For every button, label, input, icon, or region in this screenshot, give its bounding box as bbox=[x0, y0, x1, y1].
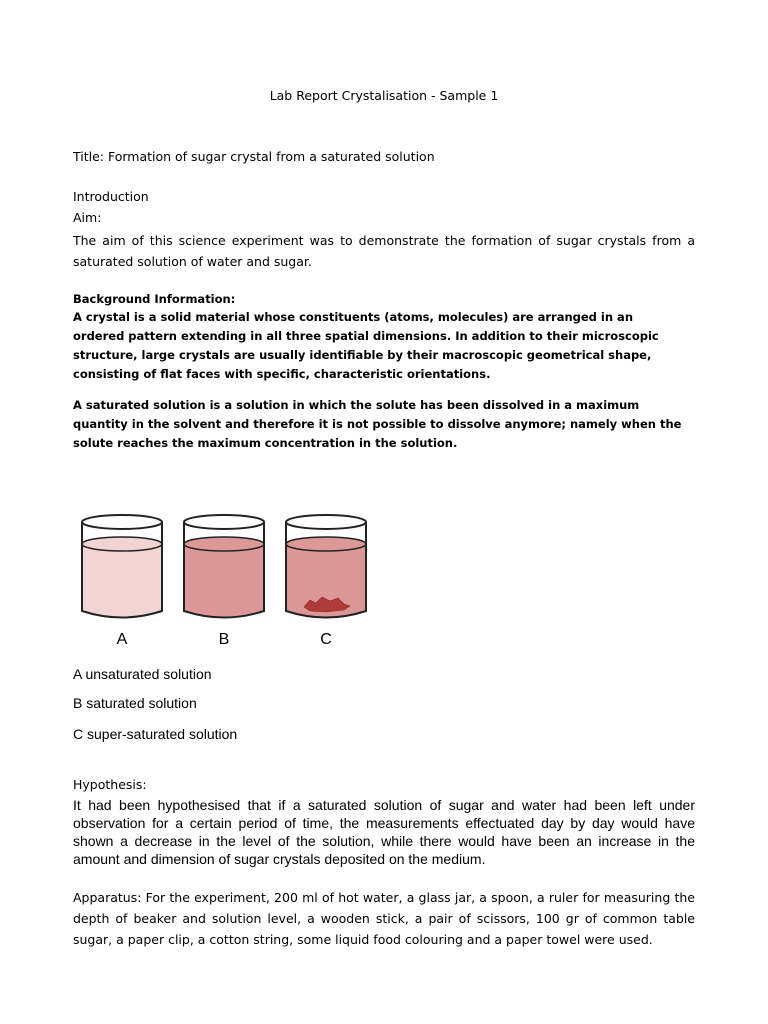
liquid-surface bbox=[286, 537, 366, 551]
introduction-heading: Introduction bbox=[73, 189, 149, 204]
apparatus-text: Apparatus: For the experiment, 200 ml of hot water, a glass jar, a spoon, a ruler for measuring the depth of beaker and solution level, a wooden stick, a pair of scissors, 100 gr of common table sugar, a paper clip, a cotton string, some liquid food colouring and a paper towel were used. bbox=[73, 890, 695, 947]
beaker-rim bbox=[286, 515, 366, 529]
background-paragraph-1: A crystal is a solid material whose constituents (atoms, molecules) are arranged in an ordered pattern extending in all three spatial dimensions. In addition to their microscopic structure, large crystals are usually identifiable by their macroscopic geometrical shape, consisting of flat faces with specific, characteristic orientations. bbox=[73, 310, 659, 381]
beaker-label: C bbox=[320, 631, 332, 648]
beaker-rim bbox=[82, 515, 162, 529]
background-paragraph-2: A saturated solution is a solution in which the solute has been dissolved in a maximum quantity in the solvent and therefore it is not possible to dissolve anymore; namely when the solute reaches the maximum concentration in the solution. bbox=[73, 398, 682, 450]
aim-heading: Aim: bbox=[73, 210, 102, 225]
beaker-label: B bbox=[218, 631, 230, 648]
background-heading: Background Information: bbox=[73, 292, 236, 306]
report-title: Title: Formation of sugar crystal from a saturated solution bbox=[73, 149, 435, 164]
legend-item: A unsaturated solution bbox=[73, 666, 212, 682]
hypothesis-text: It had been hypothesised that if a saturated solution of sugar and water had been left under observation for a certain period of time, the measurements effectuated day by day would have shown a decrease in the level of the solution, while there would have been an increase in the amount and dimension of sugar crystals deposited on the medium. bbox=[73, 797, 695, 867]
liquid-surface bbox=[184, 537, 264, 551]
beaker-c bbox=[286, 515, 366, 648]
beaker-figure bbox=[78, 508, 378, 653]
liquid bbox=[82, 544, 162, 618]
hypothesis-heading: Hypothesis: bbox=[73, 777, 147, 792]
aim-text: The aim of this science experiment was to demonstrate the formation of sugar crystals from a saturated solution of water and sugar. bbox=[73, 233, 695, 269]
liquid-surface bbox=[82, 537, 162, 551]
legend-item: B saturated solution bbox=[73, 695, 197, 711]
document-title: Lab Report Crystalisation - Sample 1 bbox=[269, 88, 499, 103]
beaker-a bbox=[82, 515, 162, 648]
liquid bbox=[184, 544, 264, 618]
beaker-b bbox=[184, 515, 264, 648]
beaker-rim bbox=[184, 515, 264, 529]
beaker-label: A bbox=[116, 631, 128, 648]
legend-item: C super-saturated solution bbox=[73, 726, 238, 742]
